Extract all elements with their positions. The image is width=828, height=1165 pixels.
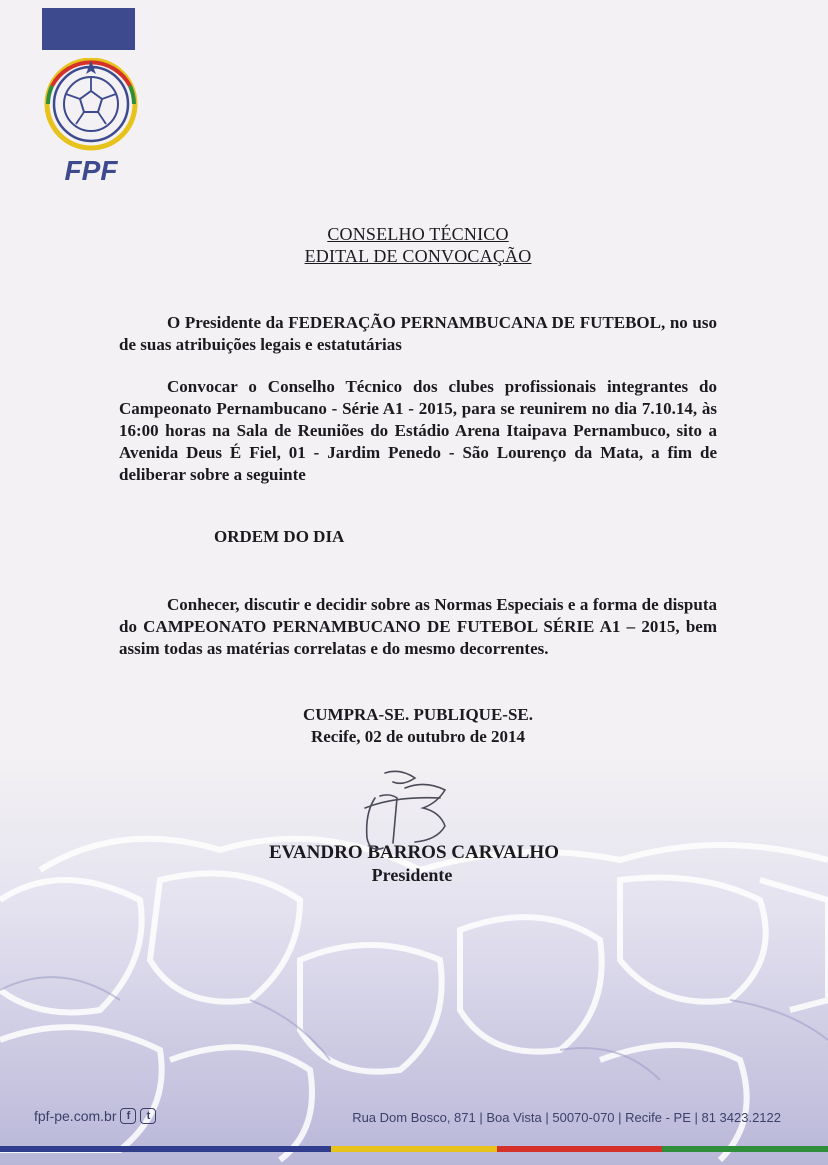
footer-address: Rua Dom Bosco, 871 | Boa Vista | 50070-070 | Recife - PE | 81 3423.2122: [352, 1110, 781, 1125]
logo-text: FPF: [64, 155, 118, 186]
heading-ordem-do-dia: ORDEM DO DIA: [214, 527, 345, 546]
title-edital: EDITAL DE CONVOCAÇÃO: [304, 246, 532, 266]
signer-name: EVANDRO BARROS CARVALHO: [268, 842, 559, 863]
closing-cumpra: CUMPRA-SE. PUBLIQUE-SE.: [303, 705, 533, 724]
color-stripe: [0, 1146, 828, 1152]
paragraph-intro: O Presidente da FEDERAÇÃO PERNAMBUCANA DE FUTEBOL, no uso de suas atribuições legais e estatutárias: [119, 313, 717, 354]
paragraph-convocation: Convocar o Conselho Técnico dos clubes profissionais integrantes do Campeonato Pernambucano - Série A1 - 2015, para se reunirem no dia 7.10.14, às 16:00 horas na Sala de Reuniões do Estádio Arena Itaipava Pernambuco, sito a Avenida Deus É Fiel, 01 - Jardim Penedo - São Lourenço da Mata, a fim de deliberar sobre a seguinte: [119, 377, 717, 484]
paragraph-agenda: Conhecer, discutir e decidir sobre as Normas Especiais e a forma de disputa do CAMPEONATO PERNAMBUCANO DE FUTEBOL SÉRIE A1 – 2015, bem assim todas as matérias correlatas e do mesmo decorrentes.: [119, 595, 717, 658]
twitter-icon[interactable]: t: [140, 1108, 156, 1124]
title-conselho: CONSELHO TÉCNICO: [327, 224, 509, 244]
facebook-icon[interactable]: f: [120, 1108, 136, 1124]
website-link[interactable]: fpf-pe.com.br: [34, 1108, 117, 1124]
footer-website: [34, 1108, 156, 1124]
signer-role: Presidente: [371, 865, 453, 885]
closing-date: Recife, 02 de outubro de 2014: [310, 727, 526, 746]
signature-icon: [345, 768, 475, 858]
